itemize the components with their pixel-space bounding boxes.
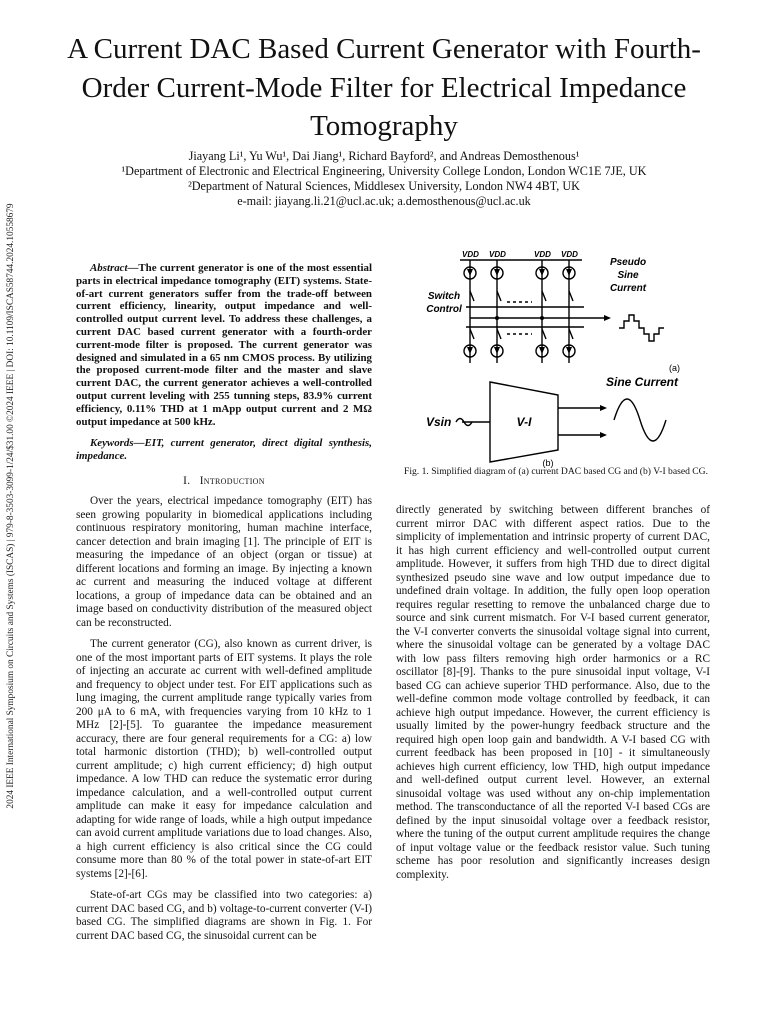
vdd-label-1: VDD	[462, 250, 479, 259]
section-heading-introduction	[76, 475, 372, 489]
control-label: Control	[426, 304, 462, 315]
intro-paragraph-3: State-of-art CGs may be classified into two categories: a) current DAC based CG, and b) voltage-to-current converter (V-I) based CG. The simplified diagrams are shown in Fig. 1. For current DAC based CG, the sinusoidal current can be	[76, 889, 372, 942]
author-email: e-mail: jiayang.li.21@ucl.ac.uk; a.demosthenous@ucl.ac.uk	[237, 194, 531, 208]
abstract	[76, 262, 372, 428]
author-names: Jiayang Li¹, Yu Wu¹, Dai Jiang¹, Richard Bayford², and Andreas Demosthenous¹	[188, 149, 580, 163]
current-label: Current	[609, 283, 647, 294]
paper-title: A Current DAC Based Current Generator with Fourth-Order Current-Mode Filter for Electrical Impedance Tomography	[67, 33, 701, 142]
switch-label: Switch	[427, 291, 461, 302]
intro-paragraph-2: The current generator (CG), also known as current driver, is one of the most important parts of EIT systems. It plays the role of injecting an accurate ac current with well-defined amplitude and frequency to object under test. For EIT applications such as lung imaging, the current amplitude range typically varies from 200 μA to 6 mA, with frequencies varying from 10 kHz to 1 MHz [2]-[5]. To guarantee the impedance measurement accuracy, there are four general requirements for a CG: a) low total harmonic distortion (THD); b) well-controlled output current amplitude; c) high current efficiency; d) high output impedance. A low THD can reduce the systematic error during impedance calculation, and a well-controlled output current amplitude can make it easy for impedance calculation and adapting for wide range of loads, while a high output impedance can avoid current amplitude variations due to load changes. Also, a high current efficiency is also critical since the CG could consume more than 80 % of the total power in state-of-art EIT systems [2]-[6].	[76, 638, 372, 880]
keywords-label: Keywords	[90, 437, 134, 450]
vdd-label-2: VDD	[489, 250, 506, 259]
pseudo-label: Pseudo	[609, 257, 647, 268]
label-b: (b)	[542, 458, 554, 468]
right-paragraph: directly generated by switching between different branches of current mirror DAC with different aspect ratios. Due to the simplicity of implementation and intrinsic property of current DAC, it has high current efficiency and well-controlled output current amplitude. However, it suffers from high THD due to direct digital synthesized pseudo sine wave and low output impedance due to undefined drain voltage. In addition, the fully open loop operation requires regular resetting to remove the unbalanced charge due to source and sink current mismatch. For V-I based current generator, the V-I converter converts the sinusoidal voltage signal into current, where the sinusoidal voltage can be generated by a voltage DAC with low pass filters removing high order harmonics or a RC oscillator [8]-[9]. Thanks to the pure sinusoidal input voltage, V-I based CG can achieve superior THD performance. Also, due to the well-define common mode voltage controlled by feedback, it can achieve high output impedance. However, the current efficiency is usually limited by the power-hungry feedback structure and the required high open loop gain and bandwidth. A V-I based CG with current feedback has been proposed in [10] - it simultaneously achieves high current efficiency, low THD, high output impedance and well-defined output current level. However, an external sinusoidal voltage was used without any on-chip implementation method. The transconductance of all the reported V-I based CGs are defined by the input sinusoidal voltage over a feedback resistor, where the tuning of the output current amplitude requires the change of input voltage value or the feedback resistor value. Such tuning scheme has poor resolution and significantly increases design complexity.	[396, 504, 710, 881]
label-a: (a)	[669, 363, 680, 373]
left-column	[76, 262, 372, 943]
vsin-label: Vsin	[426, 415, 452, 429]
affiliation-1: ¹Department of Electronic and Electrical Engineering, University College London, London WC1E 7JE, UK	[121, 164, 647, 178]
sine-current-label: Sine Current	[605, 375, 679, 389]
doi-sidebar: 2024 IEEE International Symposium on Circuits and Systems (ISCAS) | 979-8-3503-3099-1/24/$31.00 ©2024 IEEE | DOI: 10.1109/ISCAS58744.2024.10558679	[6, 203, 16, 809]
abstract-text: —The current generator is one of the most essential parts in electrical impedance tomography (EIT) systems. State-of-art current generators suffer from the trade-off between current efficiency, linearity, output impedance and well-controlled output current level. To address these challenges, a current DAC based current generator with a fourth-order current-mode filter is proposed. The current generator was designed and simulated in a 65 nm CMOS process. By utilizing the proposed current-mode filter and the master and slave current DAC, the current generator achieves a well-controlled output current leveling with 255 tunning steps, 83.9% current efficiency, 0.11% THD at 1 mApp output current and 2 MΩ output impedance at 500 kHz.	[76, 262, 372, 428]
vi-block-label: V-I	[516, 415, 532, 429]
keywords	[76, 437, 372, 463]
vdd-label-4: VDD	[561, 250, 578, 259]
abstract-label: Abstract	[90, 262, 128, 274]
sine-label: Sine	[617, 270, 639, 281]
affiliation-2: ²Department of Natural Sciences, Middlesex University, London NW4 4BT, UK	[188, 179, 580, 193]
right-column	[396, 504, 710, 882]
intro-paragraph-1: Over the years, electrical impedance tomography (EIT) has seen growing popularity in biomedical applications including continuous respiratory monitoring, human machine interface, cancer detection and brain imaging [1]. The principle of EIT is measuring the impedance of an object (organ or tissue) at different locations and forming an image. By injecting a known ac current and measuring the induced voltage at different locations, a group of impedance data can be obtained and an image based on conductivity distribution of the measured object can be reconstructed.	[76, 495, 372, 629]
section-number: I.	[183, 474, 191, 487]
section-title: Introduction	[199, 474, 265, 487]
vdd-label-3: VDD	[534, 250, 551, 259]
author-block	[60, 149, 708, 209]
keywords-text: —EIT, current generator, direct digital synthesis, impedance.	[76, 437, 372, 463]
figure-caption: Fig. 1. Simplified diagram of (a) current DAC based CG and (b) V-I based CG.	[404, 466, 709, 477]
figure-1	[404, 245, 726, 470]
